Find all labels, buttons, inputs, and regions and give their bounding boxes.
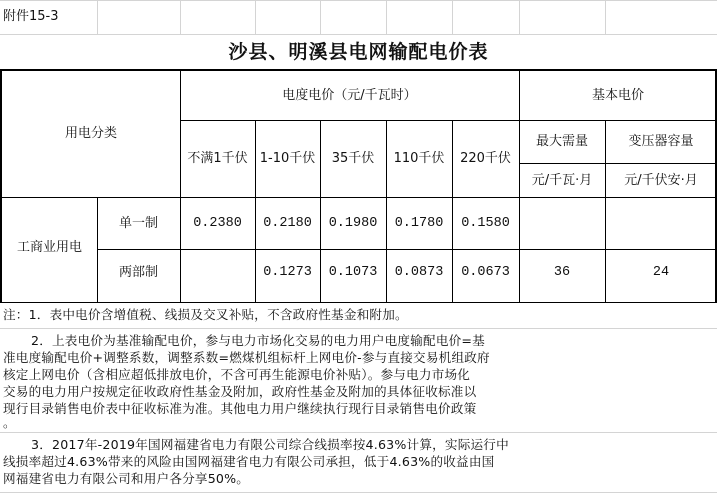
row-label-single: 单一制: [118, 216, 158, 231]
table-border: [0, 69, 717, 71]
voltage-level-header: 220千伏: [460, 151, 511, 166]
row-group-commercial: 工商业用电: [16, 240, 82, 255]
table-cell: 0.2380: [193, 216, 242, 231]
header-category: 用电分类: [64, 126, 117, 141]
header-basic-price: 基本电价: [591, 88, 644, 103]
table-border: [0, 197, 717, 198]
gridline: [320, 0, 321, 34]
note-3-line: 线损率超过4.63%带来的风险由国网福建省电力有限公司承担，低于4.63%的收益由国: [3, 454, 495, 469]
gridline: [180, 0, 181, 34]
table-cell: 0.1073: [328, 265, 378, 280]
gridline: [0, 328, 717, 329]
gridline: [386, 0, 387, 34]
table-cell: 0.0673: [461, 265, 510, 280]
table-border: [97, 249, 717, 250]
table-cell: 0.2180: [263, 216, 312, 231]
gridline: [97, 0, 98, 34]
table-cell: 0.1580: [461, 216, 510, 231]
header-max-demand: 最大需量: [535, 134, 588, 149]
table-border: [97, 197, 98, 303]
header-transformer-capacity: 变压器容量: [628, 134, 694, 149]
table-cell-max-demand: 36: [553, 265, 571, 280]
note-2-line: 现行目录销售电价表中征收标准为准。其他电力用户继续执行现行目录销售电价政策: [3, 401, 477, 416]
table-border: [0, 69, 2, 303]
note-3-line: 3．2017年-2019年国网福建省电力有限公司综合线损率按4.63%计算，实际运行中: [31, 437, 509, 452]
gridline: [0, 0, 717, 1]
gridline: [255, 0, 256, 34]
note-3-line: 网福建省电力有限公司和用户各分享50%。: [3, 471, 250, 486]
voltage-level-header: 110千伏: [393, 151, 445, 166]
note-2-line: 。: [3, 415, 16, 430]
table-cell-transformer: 24: [652, 265, 670, 280]
page-title: 沙县、明溪县电网输配电价表: [228, 41, 489, 63]
header-energy-price: 电度电价（元/千瓦时）: [282, 88, 417, 103]
note-2-line: 2．上表电价为基准输配电价，参与电力市场化交易的电力用户电度输配电价=基: [31, 333, 485, 348]
note-2-line: 核定上网电价（含相应超低排放电价，不含可再生能源电价补贴）。参与电力市场化: [3, 367, 471, 382]
gridline: [0, 34, 717, 35]
table-border: [180, 69, 181, 303]
attachment-label: 附件15-3: [3, 9, 59, 24]
gridline: [452, 0, 453, 34]
table-cell: 0.1780: [394, 216, 444, 231]
unit-transformer: 元/千伏安·月: [624, 173, 698, 188]
unit-max-demand: 元/千瓦·月: [531, 173, 593, 188]
gridline: [519, 0, 520, 34]
table-cell: 0.1980: [328, 216, 378, 231]
gridline: [0, 432, 717, 433]
table-border: [0, 302, 717, 303]
row-label-two-part: 两部制: [118, 265, 158, 280]
table-cell: 0.0873: [394, 265, 444, 280]
table-cell: 0.1273: [263, 265, 312, 280]
table-border: [180, 120, 717, 121]
note-2-line: 交易的电力用户按规定征收政府性基金及附加，政府性基金及附加的具体征收标准以: [3, 384, 477, 399]
voltage-level-header: 不满1千伏: [187, 151, 248, 166]
voltage-level-header: 1-10千伏: [259, 151, 316, 166]
note-2-line: 准电度输配电价+调整系数，调整系数=燃煤机组标杆上网电价-参与直接交易机组政府: [3, 350, 490, 365]
voltage-level-header: 35千伏: [331, 151, 375, 166]
gridline: [605, 0, 606, 34]
table-border: [519, 163, 717, 164]
note-1: 注：1．表中电价含增值税、线损及交叉补贴，不含政府性基金和附加。: [3, 307, 408, 322]
